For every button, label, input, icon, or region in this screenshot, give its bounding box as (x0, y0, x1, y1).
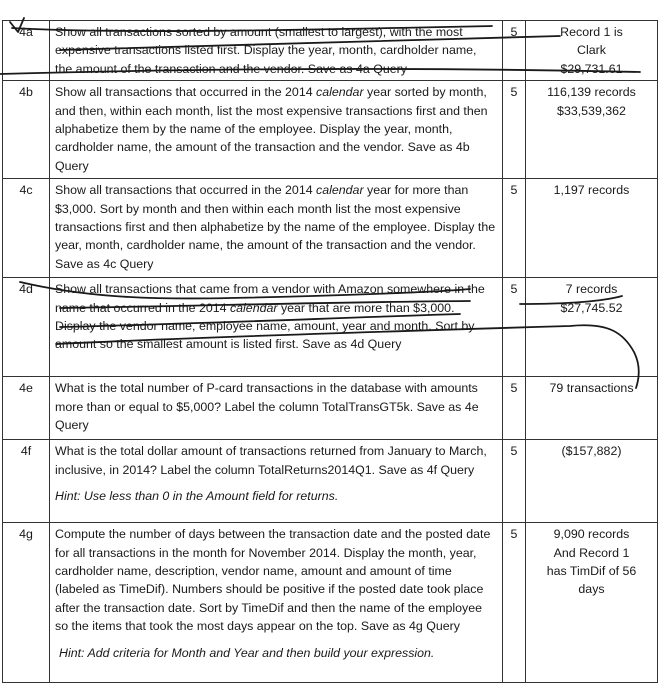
query-table (2, 20, 658, 683)
item-description: Show all transactions that came from a vendor with Amazon somewhere in the name that occurred in the 2014 calendar year that are more than $3,000. Display the vendor name, employee name, amount, year and month. Sort by amount so the smallest amount is listed first. Save as 4d Query (50, 278, 503, 377)
item-answer: 79 transactions (526, 377, 658, 440)
table-row (3, 21, 658, 81)
item-number: 4d (3, 278, 50, 377)
item-answer: Record 1 is Clark $29,731.61 (526, 21, 658, 81)
item-description: What is the total dollar amount of transactions returned from January to March, inclusive, in 2014? Label the column TotalReturns2014Q1. Save as 4f Query Hint: Use less than 0 in the Amount field for returns. (50, 440, 503, 523)
item-points: 5 (503, 21, 526, 81)
item-answer: 9,090 records And Record 1 has TimDif of 56 days (526, 523, 658, 683)
item-number: 4a (3, 21, 50, 81)
item-answer: 116,139 records $33,539,362 (526, 81, 658, 179)
item-description: Show all transactions that occurred in the 2014 calendar year for more than $3,000. Sort by month and then within each month list the most expensive transactions first and then alphabetize by the name of the employee. Display the year, month, cardholder name, the amount of the transaction and the vendor. Save as 4c Query (50, 179, 503, 278)
item-number: 4e (3, 377, 50, 440)
item-hint: Hint: Add criteria for Month and Year and then build your expression. (59, 645, 435, 660)
item-description: What is the total number of P-card transactions in the database with amounts more than or equal to $5,000? Label the column TotalTransGT5k. Save as 4e Query (50, 377, 503, 440)
item-answer: ($157,882) (526, 440, 658, 523)
item-number: 4c (3, 179, 50, 278)
item-points: 5 (503, 81, 526, 179)
table-row (3, 377, 658, 440)
item-description: Compute the number of days between the transaction date and the posted date for all transactions in the month for November 2014. Display the month, year, cardholder name, description, vendor name, amount and amount of time (labeled as TimeDif). Numbers should be positive if the posted date took place after the transaction date. Sort by TimeDif and then the name of the employee so the items that took the most days appear on the top. Save as 4g Query Hint: Add criteria for Month and Year and then build your expression. (50, 523, 503, 683)
item-hint: Hint: Use less than 0 in the Amount field for returns. (55, 489, 339, 504)
item-number: 4b (3, 81, 50, 179)
table-row (3, 440, 658, 523)
item-points: 5 (503, 440, 526, 523)
item-description: Show all transactions sorted by amount (smallest to largest), with the most expensive transactions listed first. Display the year, month, cardholder name, the amount of the transaction and the vendor. Save as 4a Query (50, 21, 503, 81)
item-answer: 1,197 records (526, 179, 658, 278)
item-number: 4f (3, 440, 50, 523)
item-points: 5 (503, 523, 526, 683)
table-row (3, 523, 658, 683)
item-description: Show all transactions that occurred in the 2014 calendar year sorted by month, and then, within each month, list the most expensive transactions first and then alphabetize them by the name of the employee. Display the year, month, cardholder name, the amount of the transaction and the vendor. Save as 4b Query (50, 81, 503, 179)
item-points: 5 (503, 179, 526, 278)
table-row (3, 179, 658, 278)
table-row (3, 278, 658, 377)
item-answer: 7 records $27,745.52 (526, 278, 658, 377)
item-points: 5 (503, 377, 526, 440)
item-points: 5 (503, 278, 526, 377)
item-number: 4g (3, 523, 50, 683)
table-row (3, 81, 658, 179)
